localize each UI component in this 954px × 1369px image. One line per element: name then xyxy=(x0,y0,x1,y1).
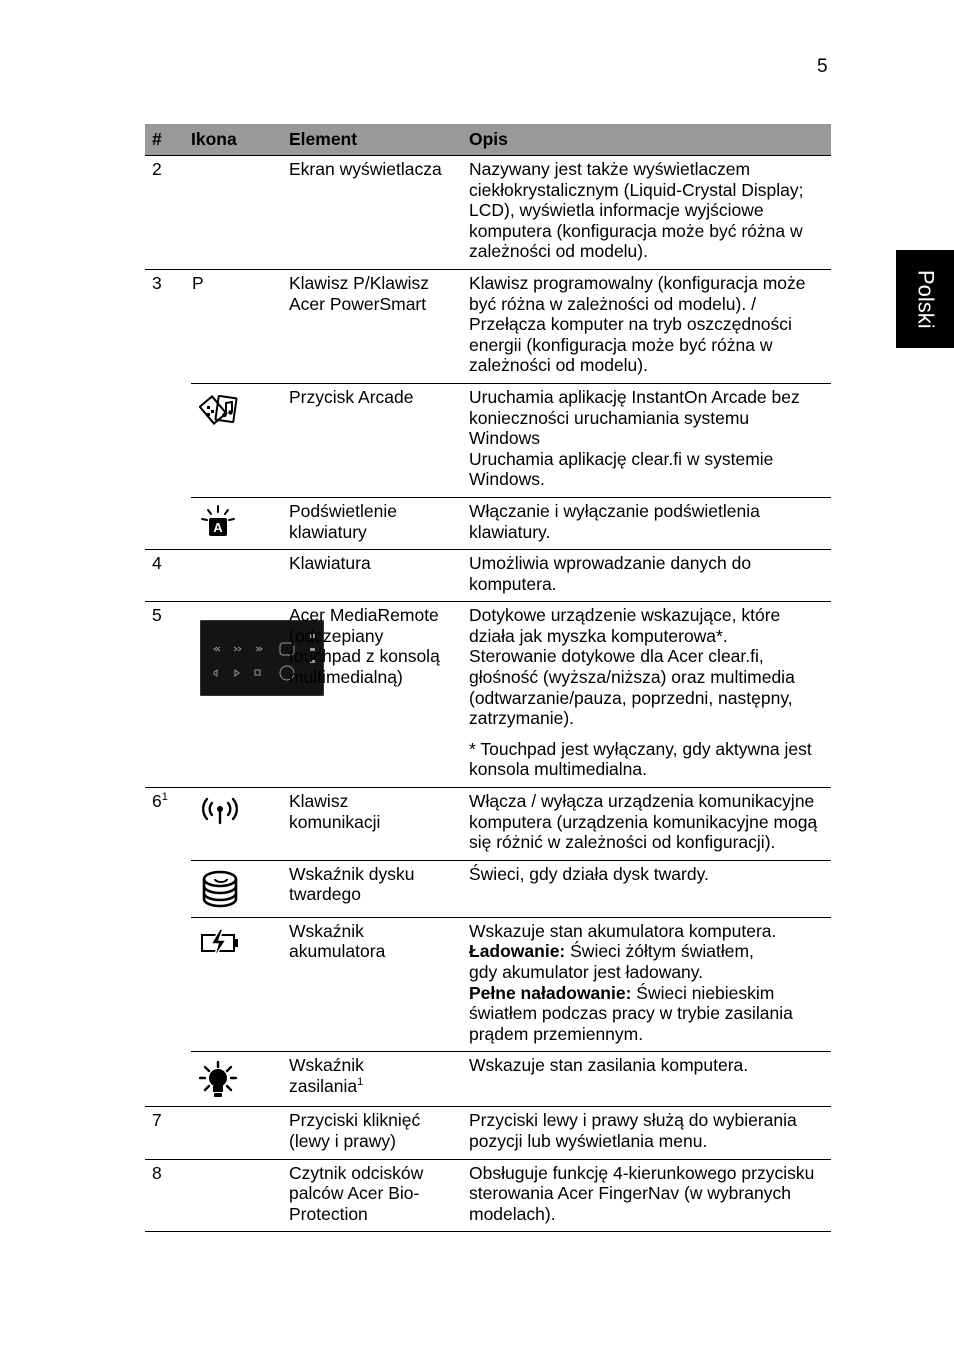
header-element: Element xyxy=(283,124,463,156)
row-num: 2 xyxy=(145,156,191,270)
table-row xyxy=(145,788,831,861)
row-desc: Nazywany jest także wyświetlaczem ciekłokrystalicznym (Liquid-Crystal Display; LCD), wyświetla informacje wyjściowe komputera (konfiguracja może być różna w zależności od modelu). xyxy=(463,156,831,270)
header-icon: Ikona xyxy=(191,124,283,156)
row-element: Przycisk Arcade xyxy=(283,383,463,497)
row-element: Wskaźnik zasilania$^1$ xyxy=(283,1052,463,1107)
table-row xyxy=(145,1107,831,1159)
row-element: Klawiatura xyxy=(283,550,463,602)
row-num: $6^1$ xyxy=(152,791,168,812)
row-element: Wskaźnik dysku twardego xyxy=(283,860,463,917)
header-num: # xyxy=(145,124,191,156)
p-key-label: P xyxy=(191,269,283,383)
row-desc: Przyciski lewy i prawy służą do wybierania pozycji lub wyświetlania menu. xyxy=(463,1107,831,1159)
table-row xyxy=(145,383,831,497)
header-desc: Opis xyxy=(463,124,831,156)
wireless-icon xyxy=(191,791,283,827)
media-remote-image xyxy=(200,620,283,701)
row-element: Acer MediaRemote (odczepiany touchpad z konsolą multimedialną) xyxy=(283,602,463,788)
power-indicator-icon xyxy=(191,1055,283,1099)
row-element: Czytnik odcisków palców Acer Bio- Protection xyxy=(283,1159,463,1232)
table-row xyxy=(145,602,831,788)
row-num: 8 xyxy=(145,1159,191,1232)
row-desc: Wskazuje stan zasilania komputera. xyxy=(463,1052,831,1107)
row-num: 3 xyxy=(152,272,162,293)
spec-table xyxy=(145,124,831,1232)
row-note: * Touchpad jest wyłączany, gdy aktywna jest konsola multimedialna. xyxy=(469,738,812,780)
row-desc: Wskazuje stan akumulatora komputera. Ładowanie: Świeci żółtym światłem, gdy akumulator jest ładowany. Pełne naładowanie: Świeci niebieskim światłem podczas pracy w trybie zasilania prądem przemiennym. xyxy=(463,917,831,1052)
row-desc: Włączanie i wyłączanie podświetlenia klawiatury. xyxy=(463,497,831,549)
table-row xyxy=(145,156,831,270)
row-element: Klawisz komunikacji xyxy=(283,788,463,861)
table-row xyxy=(145,550,831,602)
svg-text:A: A xyxy=(213,519,223,535)
row-desc: Włącza / wyłącza urządzenia komunikacyjne komputera (urządzenia komunikacyjne mogą się różnić w zależności od konfiguracji). xyxy=(463,788,831,861)
row-desc: Uruchamia aplikację InstantOn Arcade bez konieczności uruchamiania systemu Windows Uruchamia aplikację clear.fi w systemie Windows. xyxy=(463,383,831,497)
language-tab xyxy=(896,250,954,348)
table-row xyxy=(145,1159,831,1232)
row-desc: Klawisz programowalny (konfiguracja może być różna w zależności od modelu). / Przełącza komputer na tryb oszczędności energii (konfiguracja może być różna w zależności od modelu). xyxy=(463,269,831,383)
table-header-row xyxy=(145,124,831,156)
row-num: 4 xyxy=(145,550,191,602)
row-element: Podświetlenie klawiatury xyxy=(283,497,463,549)
table-row xyxy=(145,917,831,1052)
language-tab-label: Polski xyxy=(913,269,939,329)
row-desc: Świeci, gdy działa dysk twardy. xyxy=(463,860,831,917)
row-desc: Obsługuje funkcję 4-kierunkowego przycisku sterowania Acer FingerNav (w wybranych modelach). xyxy=(463,1159,831,1232)
arcade-icon xyxy=(191,387,283,427)
row-desc: Umożliwia wprowadzanie danych do komputera. xyxy=(463,550,831,602)
table-row xyxy=(145,497,831,549)
row-element: Klawisz P/Klawisz Acer PowerSmart xyxy=(283,269,463,383)
page-number: 5 xyxy=(817,56,828,77)
table-row xyxy=(145,860,831,917)
row-element: Ekran wyświetlacza xyxy=(283,156,463,270)
table-row xyxy=(145,1052,831,1107)
row-num: 7 xyxy=(145,1107,191,1159)
battery-icon xyxy=(191,921,283,959)
row-desc: Dotykowe urządzenie wskazujące, które działa jak myszka komputerowa*. Sterowanie dotykowe dla Acer clear.fi, głośność (wyższa/niższa) oraz multimedia (odtwarzanie/pauza, poprzedni, następny, zatrzymanie). * Touchpad jest wyłączany, gdy aktywna jest konsola multimedialna. xyxy=(463,602,831,788)
keyboard-backlight-icon xyxy=(191,501,283,541)
row-element: Wskaźnik akumulatora xyxy=(283,917,463,1052)
row-num: 5 xyxy=(145,602,191,788)
hdd-icon xyxy=(191,864,283,910)
row-element: Przyciski kliknięć (lewy i prawy) xyxy=(283,1107,463,1159)
table-row xyxy=(145,269,831,383)
